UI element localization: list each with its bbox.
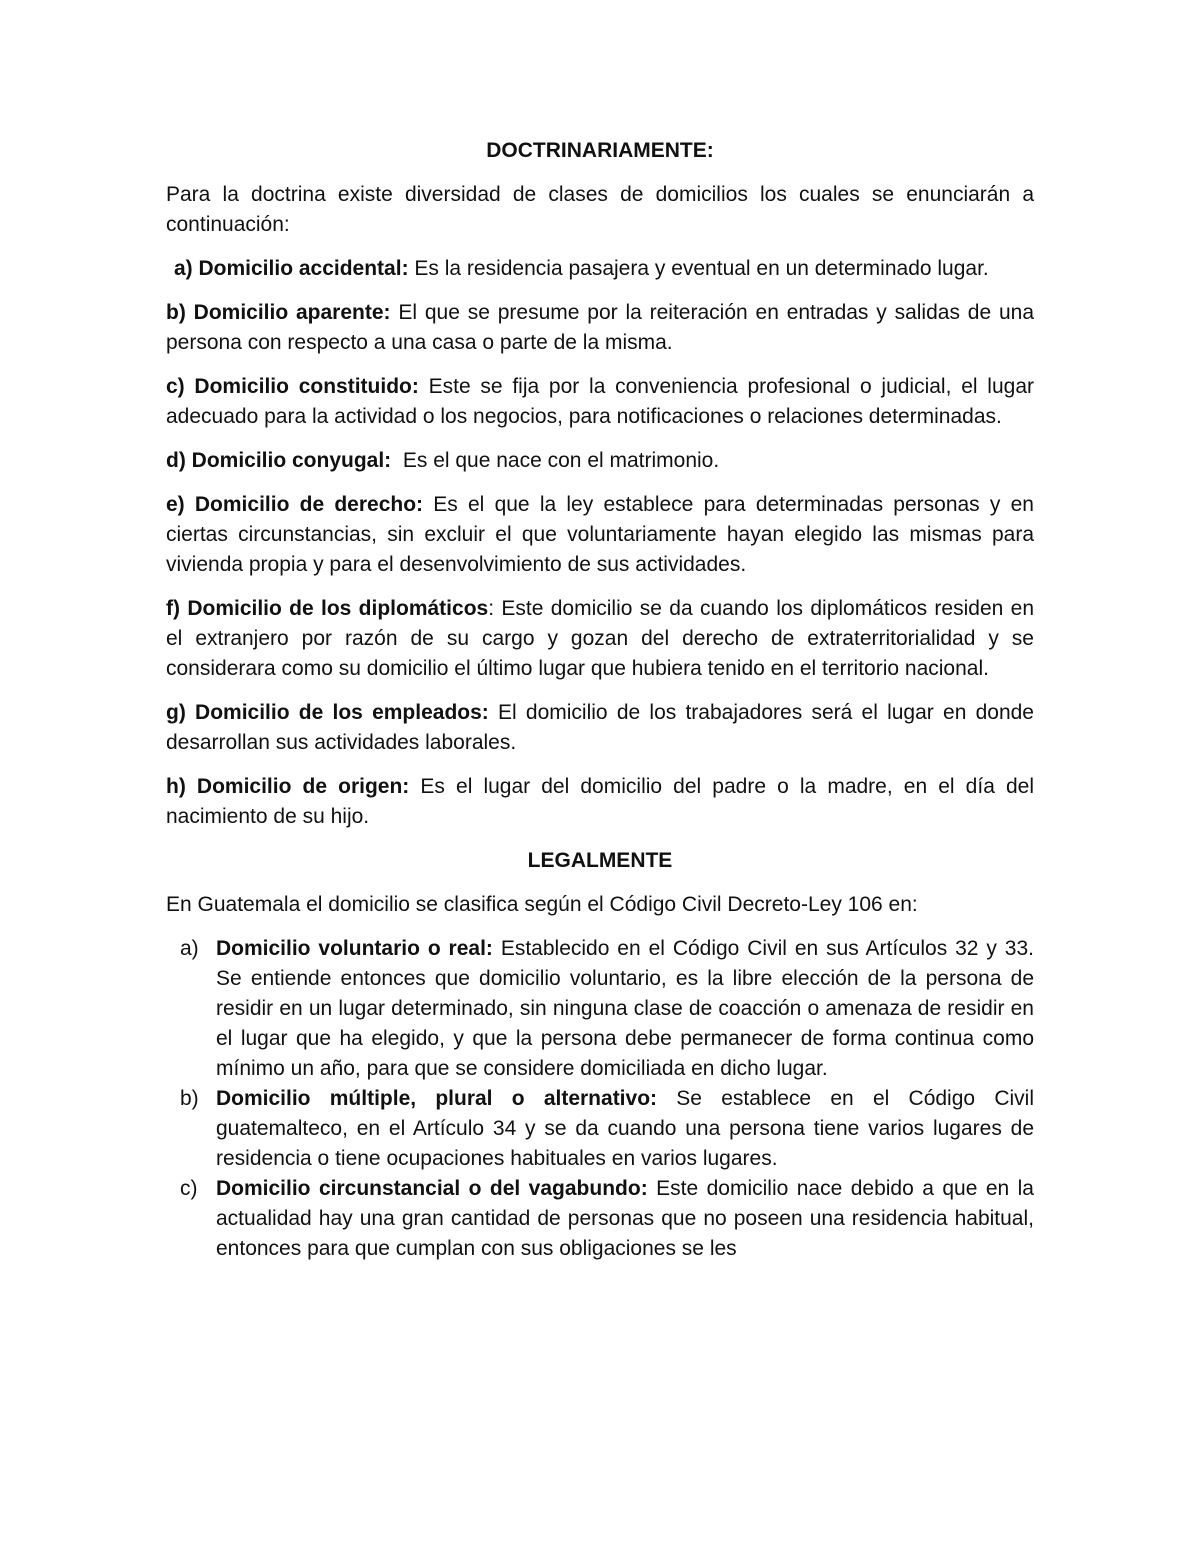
doctrinal-text: Es el lugar del domicilio del padre o la madre, en el día del nacimiento de su hijo. xyxy=(166,775,1035,828)
doctrinal-term: a) Domicilio accidental: xyxy=(174,257,409,280)
section-heading-doctrinal: DOCTRINARIAMENTE: xyxy=(486,139,714,162)
doctrinal-item xyxy=(166,772,1034,832)
doctrinal-text: Es el que la ley establece para determinadas personas y en ciertas circunstancias, sin excluir el que voluntariamente hayan elegido las mismas para vivienda propia y para el desenvolvimiento de sus actividades. xyxy=(166,493,1034,576)
legal-term: Domicilio circunstancial o del vagabundo: xyxy=(216,1177,648,1200)
legal-list xyxy=(166,934,1034,1264)
doctrinal-item xyxy=(166,298,1034,358)
doctrinal-item xyxy=(166,698,1034,758)
list-marker: b) xyxy=(180,1087,199,1110)
legal-text: Establecido en el Código Civil en sus Artículos 32 y 33. Se entiende entonces que domicilio voluntario, es la libre elección de la persona de residir en un lugar determinado, sin ninguna clase de coacción o amenaza de residir en el lugar que ha elegido, y que la persona debe permanecer de forma continua como mínimo un año, para que se considere domiciliada en dicho lugar. xyxy=(216,937,1034,1080)
legal-item xyxy=(166,1084,1034,1174)
doctrinal-text: El domicilio de los trabajadores será el lugar en donde desarrollan sus actividades laborales. xyxy=(166,701,1034,754)
list-marker: c) xyxy=(180,1177,198,1200)
legal-text: Se establece en el Código Civil guatemalteco, en el Artículo 34 y se da cuando una persona tiene varios lugares de residencia o tiene ocupaciones habituales en varios lugares. xyxy=(216,1087,1034,1170)
doctrinal-term: h) Domicilio de origen: xyxy=(166,775,410,798)
doctrinal-term: c) Domicilio constituido: xyxy=(166,375,419,398)
legal-text: Este domicilio nace debido a que en la actualidad hay una gran cantidad de personas que no poseen una residencia habitual, entonces para que cumplan con sus obligaciones se les xyxy=(216,1177,1034,1260)
doctrinal-item xyxy=(166,372,1034,432)
doctrinal-item xyxy=(166,254,1034,284)
doctrinal-text: Este se fija por la conveniencia profesional o judicial, el lugar adecuado para la actividad o los negocios, para notificaciones o relaciones determinadas. xyxy=(166,375,1034,428)
legal-intro: En Guatemala el domicilio se clasifica según el Código Civil Decreto-Ley 106 en: xyxy=(166,893,918,916)
legal-item xyxy=(166,1174,1034,1264)
legal-item xyxy=(166,934,1034,1084)
doctrinal-text: El que se presume por la reiteración en entradas y salidas de una persona con respecto a una casa o parte de la misma. xyxy=(166,301,1035,354)
doctrinal-item xyxy=(166,594,1034,684)
doctrinal-item xyxy=(166,446,1034,476)
doctrinal-text: : Este domicilio se da cuando los diplomáticos residen en el extranjero por razón de su cargo y gozan del derecho de extraterritorialidad y se considerara como su domicilio el último lugar que hubiera tenido en el territorio nacional. xyxy=(166,597,1034,680)
doctrinal-text: Es el que nace con el matrimonio. xyxy=(391,449,720,472)
doctrinal-intro: Para la doctrina existe diversidad de clases de domicilios los cuales se enunciarán a continuación: xyxy=(166,183,1034,236)
doctrinal-item xyxy=(166,490,1034,580)
list-marker: a) xyxy=(180,937,199,960)
doctrinal-term: b) Domicilio aparente: xyxy=(166,301,391,324)
doctrinal-term: d) Domicilio conyugal: xyxy=(166,449,392,472)
doctrinal-term: f) Domicilio de los diplomáticos xyxy=(166,597,489,620)
doctrinal-term: e) Domicilio de derecho: xyxy=(166,493,424,516)
doctrinal-term: g) Domicilio de los empleados: xyxy=(166,701,489,724)
legal-term: Domicilio voluntario o real: xyxy=(216,937,493,960)
doctrinal-text: Es la residencia pasajera y eventual en un determinado lugar. xyxy=(408,257,989,280)
section-heading-legal: LEGALMENTE xyxy=(527,849,673,872)
document-page xyxy=(166,136,1034,1264)
legal-term: Domicilio múltiple, plural o alternativo: xyxy=(216,1087,658,1110)
